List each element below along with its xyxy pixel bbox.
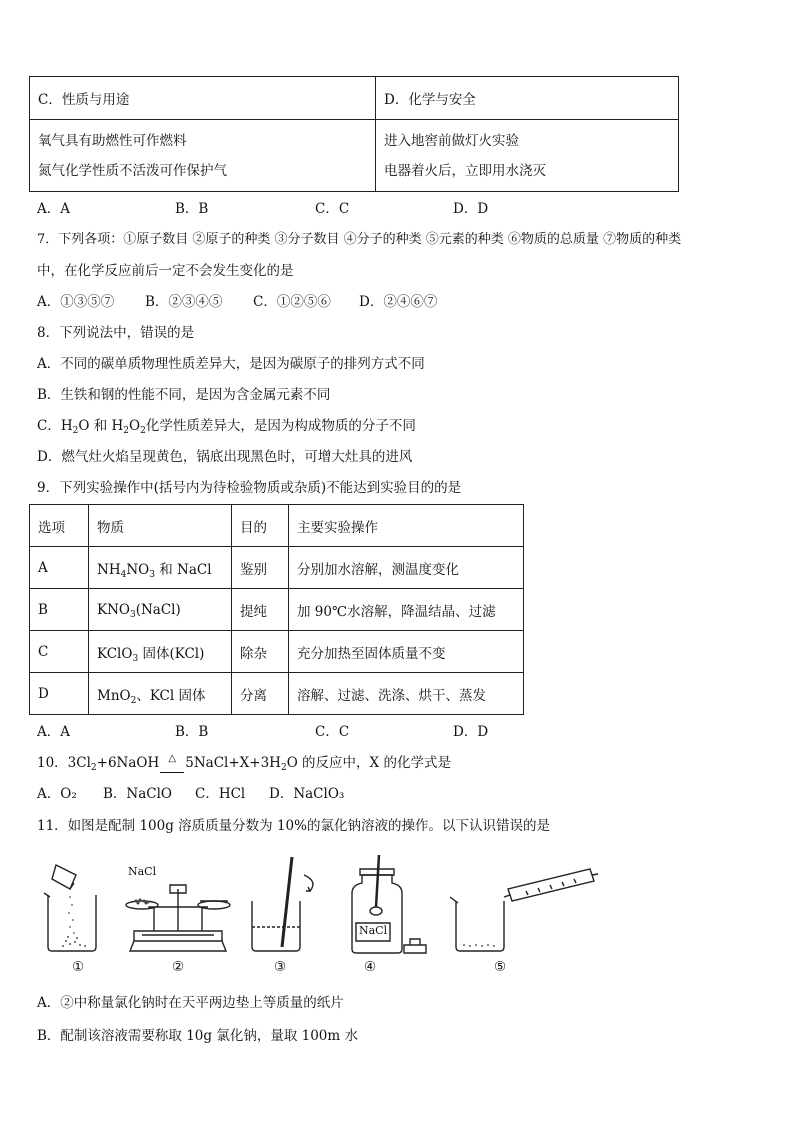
q9-row-c-option: C bbox=[30, 631, 89, 673]
table-row bbox=[30, 547, 524, 589]
q9-options bbox=[37, 722, 488, 742]
q10-mid: +6NaOH bbox=[96, 755, 160, 771]
q8-stem: 8．下列说法中，错误的是 bbox=[37, 325, 195, 341]
q11-figure bbox=[30, 845, 610, 980]
q7-line1: 7．下列各项：①原子数目 ②原子的种类 ③分子数目 ④分子的种类 ⑤元素的种类 ⑥物质的总质量 ⑦物质的种类 bbox=[37, 232, 682, 247]
q9-row-a-purpose: 鉴别 bbox=[232, 547, 289, 589]
q7-line2: 中，在化学反应前后一定不会发生变化的是 bbox=[37, 263, 294, 279]
q9-a-sub2: 3 bbox=[149, 569, 155, 580]
apparatus-figure bbox=[30, 845, 610, 980]
q10-delta bbox=[159, 753, 185, 775]
q8-c-sub1: 2 bbox=[72, 426, 79, 436]
col-d-content bbox=[376, 120, 679, 192]
d-line2: 电器着火后，立即用水浇灭 bbox=[384, 162, 546, 179]
q8-c-post: 化学性质差异大，是因为构成物质的分子不同 bbox=[145, 418, 416, 434]
c-line2: 氮气化学性质不活泼可作保护气 bbox=[38, 162, 227, 179]
q9-header-purpose: 目的 bbox=[232, 505, 289, 547]
q9-option-b: B．B bbox=[175, 724, 209, 740]
q10-end: O 的反应中，X 的化学式是 bbox=[286, 755, 451, 771]
q7-options bbox=[37, 292, 437, 312]
q9-header-operation: 主要实验操作 bbox=[289, 505, 524, 547]
q7-option-b: B．②③④⑤ bbox=[145, 294, 223, 310]
q8-c-pre: C．H bbox=[37, 418, 73, 434]
q9-row-d-substance bbox=[89, 673, 232, 715]
q9-row-a-substance bbox=[89, 547, 232, 589]
q6-option-b: B．B bbox=[175, 201, 209, 217]
q9-row-b-operation: 加 90℃水溶解，降温结晶、过滤 bbox=[289, 589, 524, 631]
q11-stem: 11．如图是配制 100g 溶质质量分数为 10%的氯化钠溶液的操作。以下认识错误的是 bbox=[37, 818, 550, 834]
q9-row-d-operation: 溶解、过滤、洗涤、烘干、蒸发 bbox=[289, 673, 524, 715]
q8-c-mid2: O bbox=[129, 418, 141, 434]
q10-options bbox=[37, 784, 344, 804]
delta-icon: △ bbox=[168, 753, 177, 764]
q10-option-b: B．NaClO bbox=[103, 786, 172, 802]
q8-c-sub2: 2 bbox=[123, 426, 130, 436]
fig-label-4: ④ bbox=[364, 959, 377, 975]
q9-option-a: A．A bbox=[37, 724, 70, 740]
top-table bbox=[29, 76, 679, 192]
q9-d-s2: 、KCl 固体 bbox=[136, 687, 206, 704]
q9-row-c-purpose: 除杂 bbox=[232, 631, 289, 673]
q9-d-sub1: 2 bbox=[130, 695, 137, 706]
q8-option-d: D．燃气灶火焰呈现黄色，锅底出现黑色时，可增大灶具的进风 bbox=[37, 449, 413, 465]
q7-option-d: D．②④⑥⑦ bbox=[359, 294, 438, 310]
q11-option-a: A．②中称量氯化钠时在天平两边垫上等质量的纸片 bbox=[37, 995, 344, 1011]
fig-label-2: ② bbox=[172, 959, 185, 975]
q8-option-b: B．生铁和钢的性能不同，是因为含金属元素不同 bbox=[37, 387, 331, 403]
nacl-label-balance: NaCl bbox=[128, 865, 157, 878]
q10-sub-h: 2 bbox=[280, 763, 287, 773]
q9-option-c: C．C bbox=[315, 724, 350, 740]
q9-row-b-purpose: 提纯 bbox=[232, 589, 289, 631]
q8-c-mid1: O 和 H bbox=[78, 418, 124, 434]
q10-pre: 10．3Cl bbox=[37, 755, 91, 771]
q9-b-s2: (NaCl) bbox=[135, 601, 181, 618]
q9-a-s3: 和 NaCl bbox=[154, 561, 212, 578]
q9-d-s1: MnO bbox=[97, 687, 131, 704]
q8-c-sub3: 2 bbox=[140, 426, 146, 436]
q8-option-a: A．不同的碳单质物理性质差异大，是因为碳原子的排列方式不同 bbox=[37, 356, 425, 372]
q9-header-option: 选项 bbox=[30, 505, 89, 547]
q9-a-s2: NO bbox=[126, 561, 150, 578]
q10-sub-cl: 2 bbox=[90, 763, 97, 773]
q7-option-a: A．①③⑤⑦ bbox=[37, 294, 115, 310]
q9-a-sub1: 4 bbox=[120, 569, 127, 580]
col-d-header: D．化学与安全 bbox=[376, 77, 679, 120]
q9-header-substance: 物质 bbox=[89, 505, 232, 547]
nacl-label-bottle: NaCl bbox=[359, 924, 388, 937]
q9-row-a-operation: 分别加水溶解，测温度变化 bbox=[289, 547, 524, 589]
col-c-content bbox=[30, 120, 376, 192]
q9-row-d-purpose: 分离 bbox=[232, 673, 289, 715]
table-row bbox=[30, 631, 524, 673]
fig-label-3: ③ bbox=[274, 959, 287, 975]
q10-option-c: C．HCl bbox=[195, 786, 246, 802]
d-line1: 进入地窖前做灯火实验 bbox=[384, 132, 519, 149]
q9-a-s1: NH bbox=[97, 561, 121, 578]
q6-option-c: C．C bbox=[315, 201, 350, 217]
q9-c-sub1: 3 bbox=[132, 653, 139, 664]
q11-option-b: B．配制该溶液需要称取 10g 氯化钠，量取 100m 水 bbox=[37, 1028, 358, 1044]
q9-row-d-option: D bbox=[30, 673, 89, 715]
fig-label-5: ⑤ bbox=[494, 959, 507, 975]
table-row bbox=[30, 673, 524, 715]
q9-stem: 9．下列实验操作中(括号内为待检验物质或杂质)不能达到实验目的的是 bbox=[37, 480, 462, 496]
q6-option-a: A．A bbox=[37, 201, 70, 217]
q9-row-a-option: A bbox=[30, 547, 89, 589]
q10-post: 5NaCl+X+3H bbox=[185, 755, 281, 771]
q10-option-d: D．NaClO₃ bbox=[269, 786, 345, 802]
q9-row-b-substance bbox=[89, 589, 232, 631]
q9-c-s1: KClO bbox=[97, 645, 133, 662]
q10-stem bbox=[37, 753, 451, 775]
q9-row-b-option: B bbox=[30, 589, 89, 631]
q6-options bbox=[37, 199, 488, 219]
q9-b-sub1: 3 bbox=[129, 609, 136, 620]
q9-option-d: D．D bbox=[453, 724, 489, 740]
fig-label-1: ① bbox=[72, 959, 85, 975]
q9-table bbox=[29, 504, 524, 715]
q6-option-d: D．D bbox=[453, 201, 489, 217]
q9-c-s2: 固体(KCl) bbox=[138, 645, 205, 662]
col-c-header: C．性质与用途 bbox=[30, 77, 376, 120]
c-line1: 氧气具有助燃性可作燃料 bbox=[38, 132, 187, 149]
q9-row-c-substance bbox=[89, 631, 232, 673]
q9-row-c-operation: 充分加热至固体质量不变 bbox=[289, 631, 524, 673]
q10-option-a: A．O₂ bbox=[37, 786, 77, 802]
q9-b-s1: KNO bbox=[97, 601, 130, 618]
q7-option-c: C．①②⑤⑥ bbox=[253, 294, 331, 310]
table-row bbox=[30, 589, 524, 631]
q8-option-c bbox=[37, 416, 416, 436]
